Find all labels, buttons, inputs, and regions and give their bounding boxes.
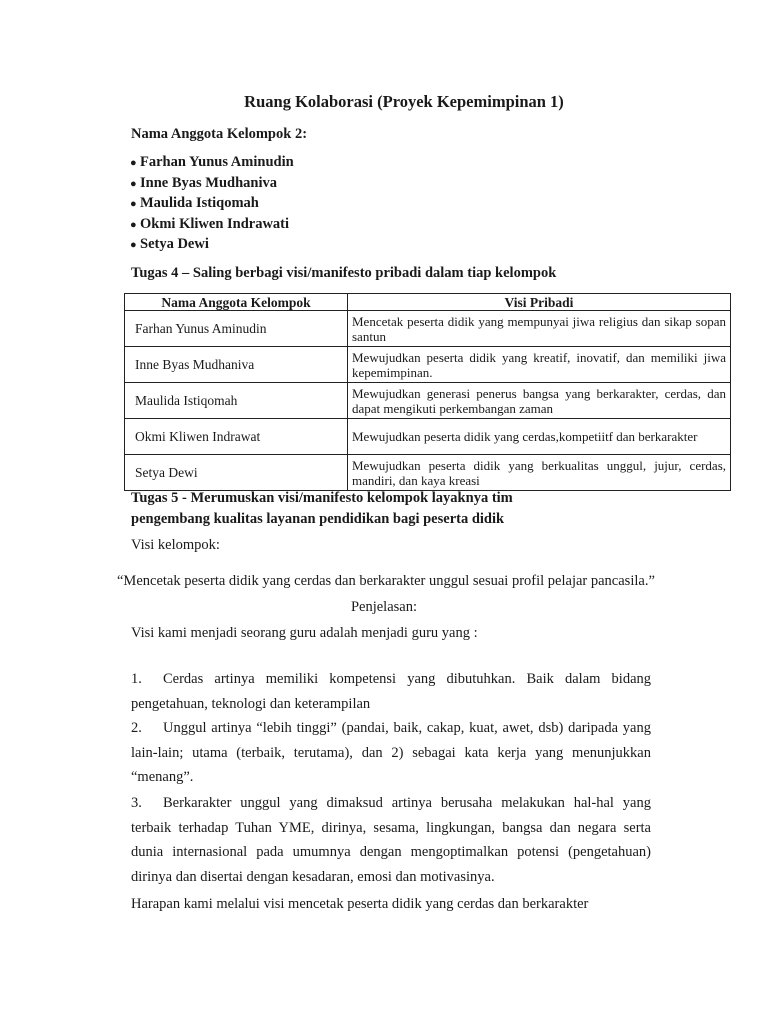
member-item [130,214,294,235]
column-header-vision: Visi Pribadi [348,294,731,311]
member-name-cell: Setya Dewi [125,455,348,491]
bullet-icon: ● [130,157,137,169]
bullet-icon: ● [130,177,137,190]
list-item [131,667,651,716]
vision-cell: Mewujudkan peserta didik yang cerdas,kompetiitf dan berkarakter [348,419,731,455]
item-text: Unggul artinya “lebih tinggi” (pandai, baik, cakap, kuat, awet, dsb) daripada yang lain-lain; utama (terbaik, terutama), dan 2) sebagai kata kerja yang menunjukkan “menang”. [131,720,651,785]
penjelasan-label [0,599,768,616]
bullet-icon: ● [130,218,137,231]
vision-table [124,293,731,491]
vision-cell: Mencetak peserta didik yang mempunyai jiwa religius dan sikap sopan santun [348,311,731,347]
document-title: Ruang Kolaborasi (Proyek Kepemimpinan 1) [244,92,564,111]
bullet-icon: ● [130,239,137,251]
member-name-cell: Okmi Kliwen Indrawat [125,419,348,455]
table-header-row [125,294,731,311]
table-row [125,455,731,491]
penjelasan-text: Penjelasan: [350,599,418,615]
column-header-name: Nama Anggota Kelompok [125,294,348,311]
table-row [125,383,731,419]
member-name-cell: Maulida Istiqomah [125,383,348,419]
intro-text: Visi kami menjadi seorang guru adalah menjadi guru yang : [131,625,478,641]
list-item [131,791,651,889]
item-text: Cerdas artinya memiliki kompetensi yang dibutuhkan. Baik dalam bidang pengetahuan, teknologi dan keterampilan [131,671,651,712]
visi-label: Visi kelompok: [131,537,220,553]
member-name-cell: Inne Byas Mudhaniva [125,347,348,383]
table-row [125,311,731,347]
member-item [130,234,294,255]
item-text: Berkarakter unggul yang dimaksud artinya berusaha melakukan hal-hal yang terbaik terhadap Tuhan YME, dirinya, sesama, lingkungan, bangsa dan negara serta dunia internasional pada umumnya dengan mengoptimalkan potensi (pengetahuan) dirinya dan disertai dengan kesadaran, emosi dan motivasinya. [131,795,651,885]
closing-paragraph: Harapan kami melalui visi mencetak peserta didik yang cerdas dan berkarakter [131,896,589,912]
visi-quote: “Mencetak peserta didik yang cerdas dan berkarakter unggul sesuai profil pelajar pancasila.” [117,573,655,589]
vision-cell: Mewujudkan peserta didik yang berkualitas unggul, jujur, cerdas, mandiri, dan kaya kreasi [348,455,731,491]
group-heading: Nama Anggota Kelompok 2: [131,126,308,142]
tugas5-heading: Tugas 5 - Merumuskan visi/manifesto kelompok layaknya tim pengembang kualitas layanan pendidikan bagi peserta didik [131,490,513,527]
member-item [130,193,294,214]
member-name: Farhan Yunus Aminudin [140,154,294,170]
item-number: 2. [131,720,142,736]
member-name-cell: Farhan Yunus Aminudin [125,311,348,347]
member-item [130,173,294,194]
list-item [131,716,651,790]
item-number: 3. [131,795,142,811]
member-item [130,152,294,173]
tugas4-heading: Tugas 4 – Saling berbagi visi/manifesto pribadi dalam tiap kelompok [131,265,557,281]
member-name: Okmi Kliwen Indrawati [140,215,290,232]
bullet-icon: ● [130,198,137,210]
member-name: Maulida Istiqomah [140,195,259,211]
table-row [125,347,731,383]
member-name: Inne Byas Mudhaniva [140,174,277,191]
vision-cell: Mewujudkan peserta didik yang kreatif, inovatif, dan memiliki jiwa kepemimpinan. [348,347,731,383]
member-name: Setya Dewi [140,236,209,252]
member-list [130,152,294,255]
vision-cell: Mewujudkan generasi penerus bangsa yang berkarakter, cerdas, dan dapat mengikuti perkembangan zaman [348,383,731,419]
item-number: 1. [131,671,142,687]
table-row [125,419,731,455]
